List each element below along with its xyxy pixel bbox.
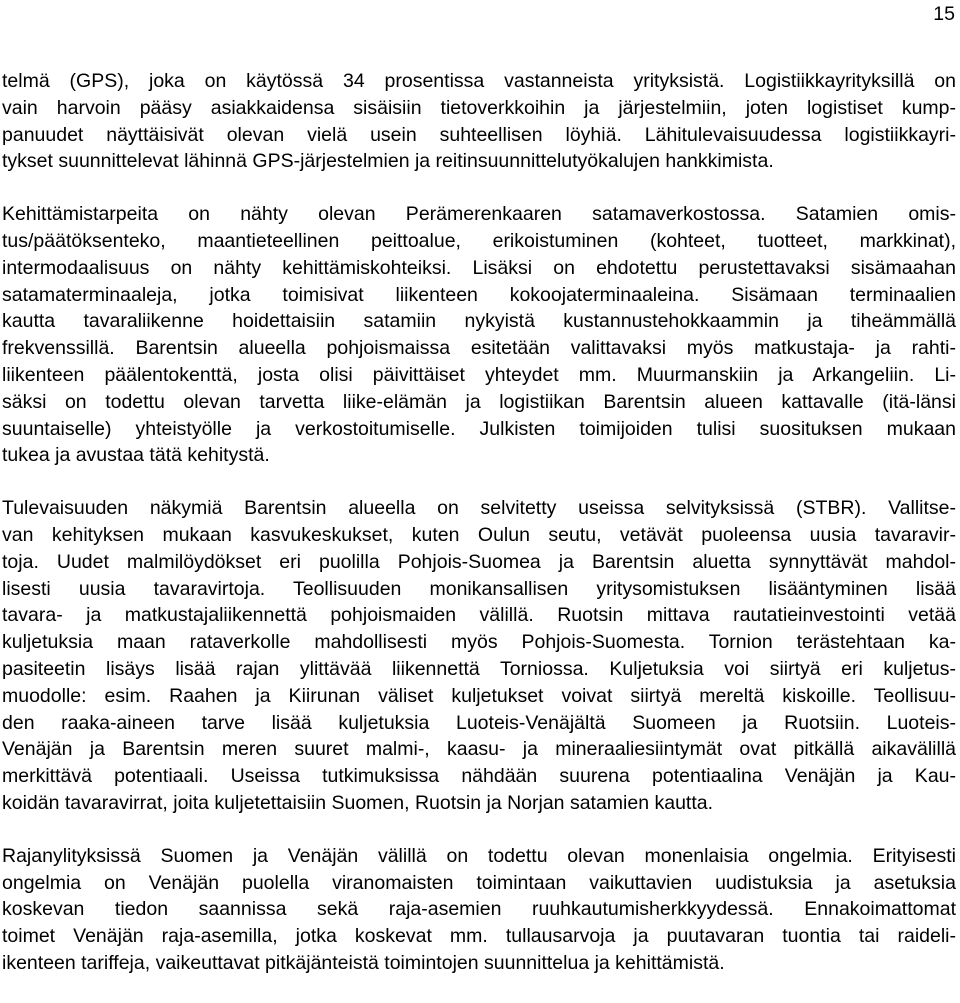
text-line: vain harvoin pääsy asiakkaidensa sisäisiin tietoverkkoihin ja järjestelmiin, joten logistiset kump- xyxy=(2,96,956,119)
text-line: Venäjän ja Barentsin meren suuret malmi-, kaasu- ja mineraaliesiintymät ovat pitkällä aikavälillä xyxy=(2,738,956,761)
text-line: tavara- ja matkustajaliikennettä pohjoismaiden välillä. Ruotsin mittava rautatieinvestointi vetää xyxy=(2,604,956,627)
text-line: ikenteen tariffeja, vaikeuttavat pitkäjänteistä toimintojen suunnittelua ja kehittämistä. xyxy=(2,951,725,974)
paragraph-port-network xyxy=(2,201,956,469)
text-line: Kehittämistarpeita on nähty olevan Perämerenkaaren satamaverkostossa. Satamien omis- xyxy=(2,203,956,226)
text-line: koidän tavaravirrat, joita kuljetettaisiin Suomen, Ruotsin ja Norjan satamien kautta. xyxy=(2,791,714,814)
text-line: tukea ja avustaa tätä kehitystä. xyxy=(2,444,270,467)
text-line: ongelmia on Venäjän puolella viranomaisten toimintaan vaikuttavien uudistuksia ja asetuksia xyxy=(2,871,956,894)
text-line: kuljetuksia maan rataverkolle mahdollisesti myös Pohjois-Suomesta. Tornion terästehtaan ka- xyxy=(2,631,956,654)
text-line: koskevan tiedon saannissa sekä raja-asemien ruuhkautumisherkkyydessä. Ennakoimattomat xyxy=(2,898,956,921)
paragraph-gps xyxy=(2,68,956,175)
text-line: Rajanylityksissä Suomen ja Venäjän välillä on todettu olevan monenlaisia ongelmia. Erityisesti xyxy=(2,844,956,867)
paragraph-barents-outlook xyxy=(2,495,956,817)
text-line: telmä (GPS), joka on käytössä 34 prosentissa vastanneista yrityksistä. Logistiikkayrityksillä on xyxy=(2,70,956,92)
page-number: 15 xyxy=(933,3,955,25)
text-line: kautta tavaraliikenne hoidettaisiin satamiin nykyistä kustannustehokkaammin ja tiheämmällä xyxy=(2,310,956,333)
text-line: intermodaalisuus on nähty kehittämiskohteiksi. Lisäksi on ehdotettu perustettavaksi sisämaahan xyxy=(2,256,956,279)
text-line: tus/päätöksenteko, maantieteellinen peittoalue, erikoistuminen (kohteet, tuotteet, markkinat), xyxy=(2,229,956,252)
text-line: van kehityksen mukaan kasvukeskukset, kuten Oulun seutu, vetävät puoleensa uusia tavaravir- xyxy=(2,523,956,546)
text-line: toimet Venäjän raja-asemilla, jotka koskevat mm. tullausarvoja ja puutavaran tuontia tai raideli- xyxy=(2,925,956,948)
paragraph-border-crossings xyxy=(2,843,956,977)
text-line: Tulevaisuuden näkymiä Barentsin alueella on selvitetty useissa selvityksissä (STBR). Vallitse- xyxy=(2,497,956,520)
text-line: lisesti uusia tavaravirtoja. Teollisuuden monikansallisen yritysomistuksen lisääntyminen lisää xyxy=(2,577,956,600)
text-line: pasiteetin lisäys lisää rajan ylittävää liikennettä Torniossa. Kuljetuksia voi siirtyä eri kuljetus- xyxy=(2,657,956,680)
text-line: satamaterminaaleja, jotka toimisivat liikenteen kokoojaterminaaleina. Sisämaan terminaalien xyxy=(2,283,956,306)
text-line: liikenteen päälentokenttä, josta olisi päivittäiset yhteydet mm. Muurmanskiin ja Arkangeliin. Li- xyxy=(2,363,956,386)
text-line: säksi on todettu olevan tarvetta liike-elämän ja logistiikan Barentsin alueen kattavalle (itä-länsi xyxy=(2,390,956,413)
text-line: suuntaiselle) yhteistyölle ja verkostoitumiselle. Julkisten toimijoiden tulisi suosituksen mukaan xyxy=(2,417,956,440)
body-text xyxy=(2,68,956,1003)
text-line: toja. Uudet malmilöydökset eri puolilla Pohjois-Suomea ja Barentsin aluetta synnyttävät mahdol- xyxy=(2,550,956,573)
text-line: frekvenssillä. Barentsin alueella pohjoismaissa esitetään valittavaksi myös matkustaja- ja rahti- xyxy=(2,337,956,360)
text-line: tykset suunnittelevat lähinnä GPS-järjestelmien ja reitinsuunnittelutyökalujen hankkimista. xyxy=(2,150,774,173)
text-line: den raaka-aineen tarve lisää kuljetuksia Luoteis-Venäjältä Suomeen ja Ruotsiin. Luoteis- xyxy=(2,711,956,734)
text-line: merkittävä potentiaali. Useissa tutkimuksissa nähdään suurena potentiaalina Venäjän ja Kau- xyxy=(2,765,956,788)
text-line: muodolle: esim. Raahen ja Kiirunan väliset kuljetukset voivat siirtyä mereltä kiskoille. Teollisuu- xyxy=(2,684,956,707)
text-line: panuudet näyttäisivät olevan vielä usein suhteellisen löyhiä. Lähitulevaisuudessa logistiikkayri- xyxy=(2,123,956,146)
